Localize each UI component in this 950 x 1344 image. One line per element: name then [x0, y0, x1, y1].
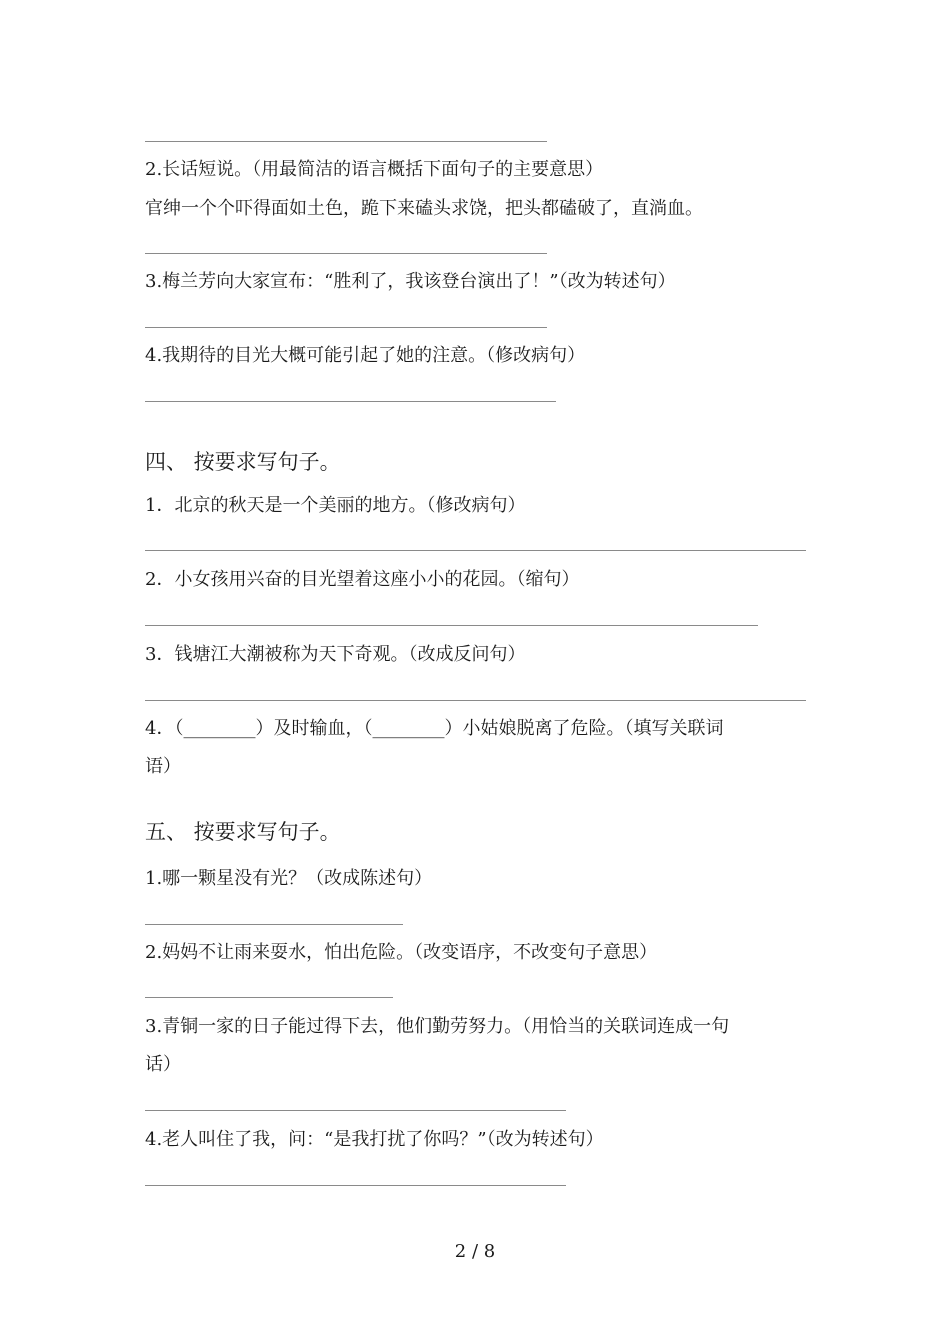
answer-line[interactable]	[145, 141, 547, 142]
answer-line[interactable]	[145, 550, 806, 551]
answer-line[interactable]	[145, 401, 556, 402]
answer-line[interactable]	[145, 997, 393, 998]
question-prompt: 3．钱塘江大潮被称为天下奇观。（改成反问句）	[145, 644, 526, 665]
answer-line[interactable]	[145, 924, 403, 925]
question-prompt: 1.哪一颗星没有光？（改成陈述句）	[145, 868, 433, 889]
question-prompt: 2.妈妈不让雨来耍水，怕出危险。（改变语序，不改变句子意思）	[145, 942, 658, 963]
answer-line[interactable]	[145, 1185, 566, 1186]
question-prompt: 2.长话短说。（用最简洁的语言概括下面句子的主要意思）	[145, 159, 604, 180]
question-prompt: 4.我期待的目光大概可能引起了她的注意。（修改病句）	[145, 345, 586, 366]
question-prompt: 4.老人叫住了我，问：“是我打扰了你吗？”（改为转述句）	[145, 1129, 604, 1150]
page-number: 2 / 8	[454, 1241, 496, 1262]
answer-line[interactable]	[145, 700, 806, 701]
question-prompt: 3.梅兰芳向大家宣布：“胜利了，我该登台演出了！”（改为转述句）	[145, 271, 676, 292]
section-heading: 四、 按要求写句子。	[145, 450, 341, 474]
question-prompt-continued: 语）	[145, 756, 181, 777]
answer-line[interactable]	[145, 1110, 566, 1111]
question-prompt: 2．小女孩用兴奋的目光望着这座小小的花园。（缩句）	[145, 569, 580, 590]
question-prompt: 3.青铜一家的日子能过得下去，他们勤劳努力。（用恰当的关联词连成一句	[145, 1016, 730, 1037]
answer-line[interactable]	[145, 253, 547, 254]
question-sentence: 官绅一个个吓得面如土色，跪下来磕头求饶，把头都磕破了，直淌血。	[145, 198, 703, 219]
answer-line[interactable]	[145, 625, 758, 626]
answer-line[interactable]	[145, 327, 547, 328]
question-prompt: 4．（________）及时输血，（________）小姑娘脱离了危险。（填写关联词	[145, 718, 724, 739]
question-prompt-continued: 话）	[145, 1054, 181, 1075]
question-prompt: 1．北京的秋天是一个美丽的地方。（修改病句）	[145, 495, 526, 516]
section-heading: 五、 按要求写句子。	[145, 820, 341, 844]
